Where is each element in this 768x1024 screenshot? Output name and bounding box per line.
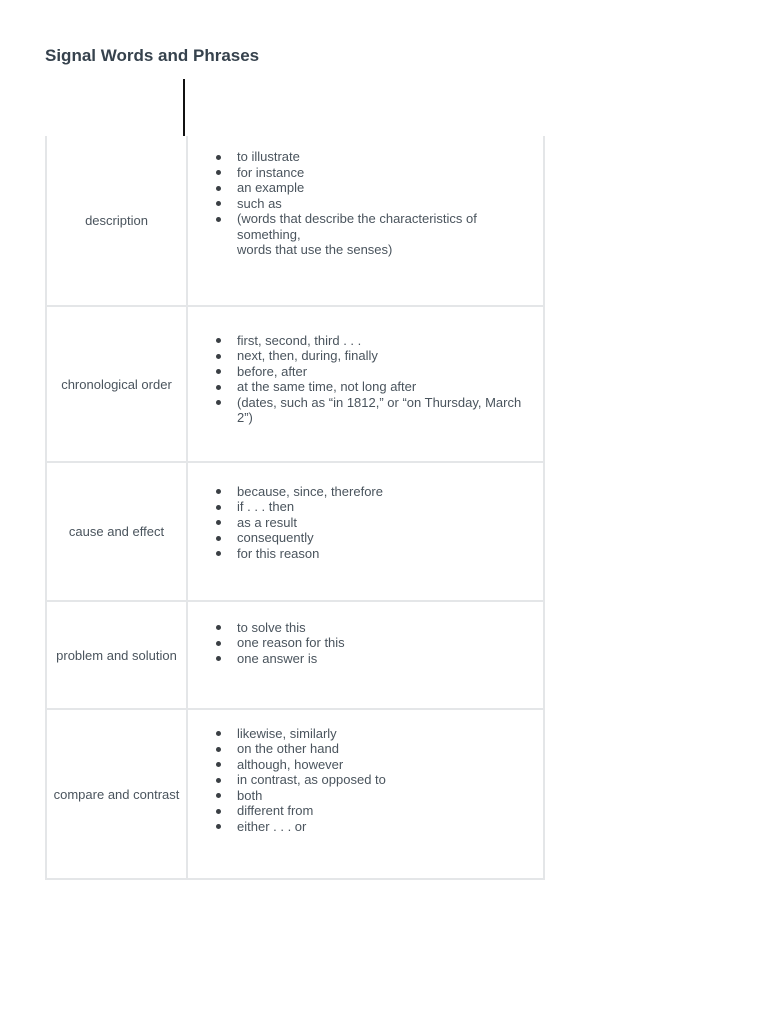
phrases-cell (187, 136, 544, 306)
signal-words-table (45, 136, 545, 880)
list-item: next, then, during, finally (212, 348, 525, 364)
category-cell (46, 462, 187, 601)
list-item: (dates, such as “in 1812,” or “on Thursday, March 2”) (212, 395, 525, 426)
list-item: consequently (212, 530, 525, 546)
list-item: to solve this (212, 620, 525, 636)
list-item: one answer is (212, 651, 525, 667)
category-label: compare and contrast (53, 786, 180, 802)
list-item: an example (212, 180, 525, 196)
phrase-list (188, 484, 543, 562)
list-item-line: words that use the senses) (237, 242, 393, 258)
phrases-cell (187, 709, 544, 879)
list-item: both (212, 788, 525, 804)
phrase-list (188, 726, 543, 835)
phrases-cell (187, 601, 544, 709)
text-cursor (183, 79, 185, 136)
list-item: one reason for this (212, 635, 525, 651)
list-item: at the same time, not long after (212, 379, 525, 395)
category-label: chronological order (61, 376, 172, 392)
list-item: if . . . then (212, 499, 525, 515)
category-label: cause and effect (68, 524, 165, 539)
list-item: in contrast, as opposed to (212, 772, 525, 788)
category-cell (46, 306, 187, 462)
list-item: first, second, third . . . (212, 333, 525, 349)
list-item: for this reason (212, 546, 525, 562)
list-item: as a result (212, 515, 525, 531)
category-cell (46, 136, 187, 306)
list-item: such as (212, 196, 525, 212)
list-item: to illustrate (212, 149, 525, 165)
list-item: likewise, similarly (212, 726, 525, 742)
table-row (46, 601, 544, 709)
list-item (212, 211, 525, 258)
category-label: problem and solution (56, 647, 177, 663)
list-item: different from (212, 803, 525, 819)
phrase-list (188, 149, 543, 258)
phrase-list (188, 620, 543, 667)
list-item: on the other hand (212, 741, 525, 757)
list-item: because, since, therefore (212, 484, 525, 500)
phrases-cell (187, 306, 544, 462)
list-item-line: (words that describe the characteristics of something, (237, 211, 477, 242)
category-cell (46, 601, 187, 709)
phrases-cell (187, 462, 544, 601)
page-title: Signal Words and Phrases (45, 46, 260, 65)
table-row (46, 462, 544, 601)
category-cell (46, 709, 187, 879)
table-row (46, 306, 544, 462)
category-label: description (85, 213, 148, 228)
table-row (46, 136, 544, 306)
list-item: before, after (212, 364, 525, 380)
table-row (46, 709, 544, 879)
list-item: for instance (212, 165, 525, 181)
phrase-list (188, 333, 543, 426)
list-item: either . . . or (212, 819, 525, 835)
list-item: although, however (212, 757, 525, 773)
